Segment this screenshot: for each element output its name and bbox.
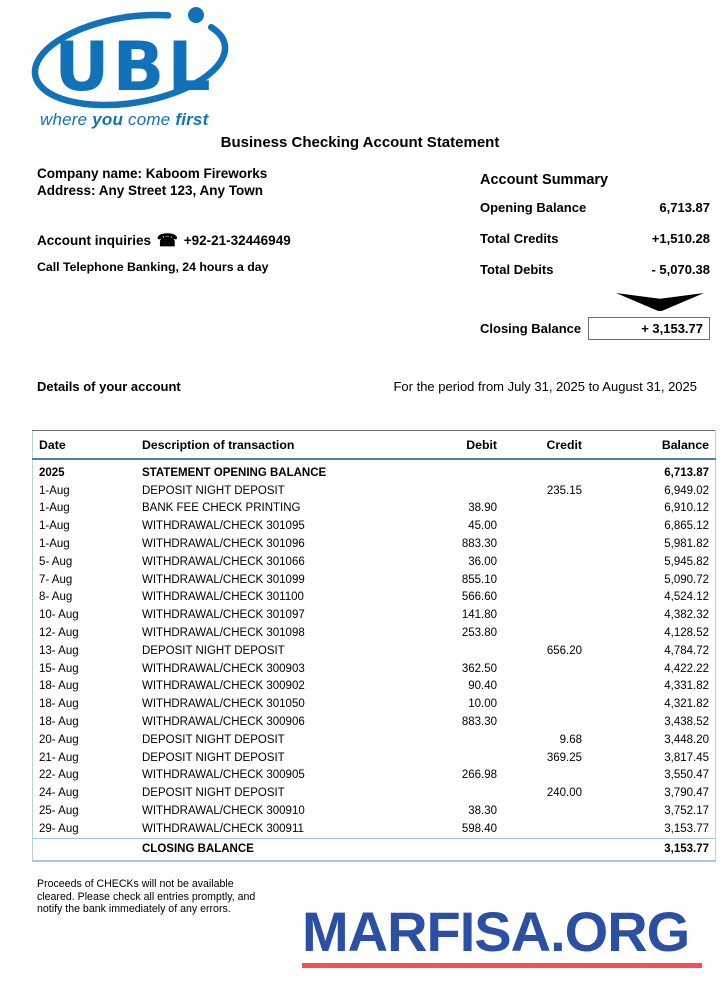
cell-balance: 3,550.47 [664, 769, 709, 782]
cell-balance: 3,153.77 [582, 838, 716, 861]
cell-balance: 3,817.45 [664, 751, 709, 764]
cell-desc: WITHDRAWAL/CHECK 300902 [142, 680, 305, 693]
cell-date: 24- Aug [39, 787, 79, 800]
cell-credit [497, 624, 582, 642]
transactions-table [32, 430, 716, 862]
company-name: Company name: Kaboom Fireworks [37, 166, 268, 181]
cell-desc: BANK FEE CHECK PRINTING [142, 502, 301, 515]
col-header-desc: Description of transaction [142, 431, 372, 460]
cell-balance: 6,713.87 [664, 466, 709, 479]
cell-credit [497, 838, 582, 861]
table-row [33, 482, 716, 500]
cell-desc: WITHDRAWAL/CHECK 300903 [142, 662, 305, 675]
cell-debit [372, 482, 497, 500]
cell-credit: 9.68 [559, 733, 582, 746]
cell-credit [497, 695, 582, 713]
cell-date: 1-Aug [39, 502, 70, 515]
cell-debit: 38.90 [468, 502, 497, 515]
cell-credit [497, 678, 582, 696]
table-row [33, 731, 716, 749]
disclaimer-line: cleared. Please check all entries promptly, and [37, 890, 256, 903]
cell-date: 1-Aug [39, 520, 70, 533]
cell-credit [497, 571, 582, 589]
cell-desc: WITHDRAWAL/CHECK 300906 [142, 716, 305, 729]
table-row [33, 713, 716, 731]
cell-desc: WITHDRAWAL/CHECK 300910 [142, 805, 305, 818]
cell-debit: 855.10 [461, 573, 497, 586]
table-row [33, 784, 716, 802]
cell-debit [372, 838, 497, 861]
cell-date: 7- Aug [39, 573, 73, 586]
tagline-word: where [40, 110, 88, 129]
summary-value: +1,510.28 [651, 231, 710, 246]
cell-credit: 235.15 [546, 484, 582, 497]
closing-balance-box: + 3,153.77 [588, 317, 710, 340]
cell-date: 18- Aug [39, 680, 79, 693]
cell-date [33, 838, 143, 861]
table-row [33, 535, 716, 553]
cell-balance: 4,321.82 [664, 698, 709, 711]
cell-balance: 6,910.12 [664, 502, 709, 515]
cell-balance: 3,790.47 [664, 787, 709, 800]
cell-credit [497, 500, 582, 518]
cell-date: 25- Aug [39, 805, 79, 818]
cell-date: 10- Aug [39, 609, 79, 622]
col-header-credit: Credit [497, 431, 582, 460]
cell-desc: WITHDRAWAL/CHECK 301100 [142, 591, 304, 604]
closing-balance-row [33, 838, 716, 861]
logo-text: UBL [54, 28, 214, 107]
cell-debit: 45.00 [468, 520, 497, 533]
table-row [33, 571, 716, 589]
summary-row-closing [480, 317, 710, 340]
cell-credit [497, 606, 582, 624]
table-row [33, 767, 716, 785]
table-row [33, 606, 716, 624]
cell-date: 1-Aug [39, 484, 70, 497]
logo-tagline [40, 110, 260, 130]
tagline-word: come [128, 110, 171, 129]
details-heading: Details of your account [37, 379, 181, 394]
cell-debit: 598.40 [461, 822, 497, 835]
cell-date: 18- Aug [39, 716, 79, 729]
cell-debit [372, 731, 497, 749]
checks-disclaimer [37, 878, 255, 916]
cell-credit [497, 713, 582, 731]
cell-debit [372, 784, 497, 802]
cell-balance: 4,128.52 [664, 627, 709, 640]
statement-period: For the period from July 31, 2025 to August 31, 2025 [393, 379, 697, 394]
cell-balance: 5,090.72 [664, 573, 709, 586]
cell-balance: 5,981.82 [664, 538, 709, 551]
tagline-word: first [175, 110, 209, 129]
table-row [33, 459, 716, 482]
table-row [33, 695, 716, 713]
ubl-logo [30, 6, 260, 130]
inquiries-label: Account inquiries [37, 233, 152, 248]
cell-balance: 6,949.02 [664, 484, 709, 497]
table-header-row [33, 431, 716, 460]
table-row [33, 589, 716, 607]
table-row [33, 660, 716, 678]
cell-date: 8- Aug [39, 591, 73, 604]
cell-desc: WITHDRAWAL/CHECK 300911 [142, 822, 304, 835]
cell-debit [372, 459, 497, 482]
table-row [33, 642, 716, 660]
summary-heading: Account Summary [480, 172, 609, 188]
cell-desc: DEPOSIT NIGHT DEPOSIT [142, 751, 285, 764]
summary-value: 6,713.87 [659, 200, 710, 215]
cell-date: 22- Aug [39, 769, 79, 782]
cell-desc: DEPOSIT NIGHT DEPOSIT [142, 484, 285, 497]
cell-credit [497, 589, 582, 607]
cell-credit [497, 802, 582, 820]
watermark-text: MARFISA.ORG [302, 900, 690, 963]
cell-credit [497, 535, 582, 553]
cell-desc: WITHDRAWAL/CHECK 301099 [142, 573, 305, 586]
cell-date: 21- Aug [39, 751, 79, 764]
cell-debit: 253.80 [461, 627, 497, 640]
cell-desc: DEPOSIT NIGHT DEPOSIT [142, 787, 285, 800]
cell-credit [497, 660, 582, 678]
contact-block [37, 231, 291, 274]
cell-desc: WITHDRAWAL/CHECK 301096 [142, 538, 305, 551]
col-header-balance: Balance [582, 431, 716, 460]
table-row [33, 624, 716, 642]
cell-credit [497, 553, 582, 571]
summary-row-credits [480, 231, 710, 246]
cell-balance: 4,422.22 [664, 662, 709, 675]
tagline-word: you [92, 110, 124, 129]
disclaimer-line: Proceeds of CHECKs will not be available [37, 878, 234, 890]
cell-desc: WITHDRAWAL/CHECK 301066 [142, 555, 305, 568]
cell-credit [497, 820, 582, 838]
cell-balance: 4,784.72 [664, 644, 709, 657]
table-row [33, 749, 716, 767]
cell-balance: 3,438.52 [664, 716, 709, 729]
customer-info [37, 165, 267, 199]
cell-date: 15- Aug [39, 662, 79, 675]
cell-debit: 141.80 [461, 609, 497, 622]
cell-balance: 5,945.82 [664, 555, 709, 568]
cell-balance: 4,331.82 [664, 680, 709, 693]
cell-balance: 4,524.12 [664, 591, 709, 604]
summary-label: Total Debits [480, 262, 554, 277]
table-row [33, 802, 716, 820]
cell-date: 18- Aug [39, 698, 79, 711]
disclaimer-line: notify the bank immediately of any errors. [37, 903, 231, 915]
cell-desc: STATEMENT OPENING BALANCE [142, 466, 327, 479]
summary-row-debits [480, 262, 710, 277]
cell-desc: WITHDRAWAL/CHECK 301098 [142, 627, 305, 640]
cell-date: 29- Aug [39, 822, 79, 835]
cell-debit [372, 642, 497, 660]
cell-desc: WITHDRAWAL/CHECK 300905 [142, 769, 305, 782]
cell-date: 12- Aug [39, 627, 79, 640]
table-row [33, 500, 716, 518]
cell-balance: 4,382.32 [664, 609, 709, 622]
cell-date: 1-Aug [39, 538, 70, 551]
col-header-date: Date [33, 431, 143, 460]
inquiries-phone-number: +92-21-32446949 [183, 233, 291, 248]
down-arrow-icon [616, 293, 704, 311]
cell-debit: 362.50 [461, 662, 497, 675]
cell-balance: 3,153.77 [664, 822, 709, 835]
cell-desc: WITHDRAWAL/CHECK 301097 [142, 609, 305, 622]
cell-balance: 3,448.20 [664, 733, 709, 746]
cell-desc: DEPOSIT NIGHT DEPOSIT [142, 733, 285, 746]
col-header-debit: Debit [372, 431, 497, 460]
summary-label: Opening Balance [480, 200, 587, 215]
cell-date: 5- Aug [39, 555, 73, 568]
cell-debit: 566.60 [461, 591, 497, 604]
cell-desc: CLOSING BALANCE [142, 838, 372, 861]
cell-desc: DEPOSIT NIGHT DEPOSIT [142, 644, 285, 657]
transactions-body [33, 459, 716, 838]
cell-balance: 6,865.12 [664, 520, 709, 533]
details-header [37, 379, 697, 394]
table-row [33, 678, 716, 696]
cell-desc: WITHDRAWAL/CHECK 301095 [142, 520, 305, 533]
summary-value: - 5,070.38 [651, 262, 710, 277]
account-summary [480, 172, 710, 340]
page-title: Business Checking Account Statement [220, 134, 500, 151]
cell-debit: 883.30 [461, 716, 497, 729]
cell-credit: 656.20 [546, 644, 582, 657]
cell-debit: 883.30 [461, 538, 497, 551]
table-row [33, 553, 716, 571]
summary-label: Closing Balance [480, 321, 582, 336]
cell-desc: WITHDRAWAL/CHECK 301050 [142, 698, 305, 711]
cell-credit [497, 517, 582, 535]
account-inquiries-line [37, 231, 291, 251]
summary-label: Total Credits [480, 231, 559, 246]
watermark-underline [302, 963, 702, 968]
cell-date: 13- Aug [39, 644, 79, 657]
company-address: Address: Any Street 123, Any Town [37, 183, 264, 198]
cell-debit: 38.30 [468, 805, 497, 818]
cell-credit [497, 459, 582, 482]
cell-credit [497, 767, 582, 785]
ubl-logo-icon [30, 6, 240, 114]
summary-row-opening [480, 200, 710, 215]
logo-dot-icon [188, 7, 204, 23]
telephone-banking-note: Call Telephone Banking, 24 hours a day [37, 260, 269, 274]
table-row [33, 517, 716, 535]
cell-debit: 266.98 [461, 769, 497, 782]
telephone-icon: ☎ [156, 231, 178, 250]
cell-debit: 36.00 [468, 555, 497, 568]
cell-date: 20- Aug [39, 733, 79, 746]
cell-credit: 240.00 [546, 787, 582, 800]
table-row [33, 820, 716, 838]
cell-date: 2025 [39, 466, 65, 479]
cell-balance: 3,752.17 [664, 805, 709, 818]
cell-debit [372, 749, 497, 767]
watermark [302, 902, 708, 968]
cell-debit: 10.00 [468, 698, 497, 711]
cell-debit: 90.40 [468, 680, 497, 693]
cell-credit: 369.25 [546, 751, 582, 764]
